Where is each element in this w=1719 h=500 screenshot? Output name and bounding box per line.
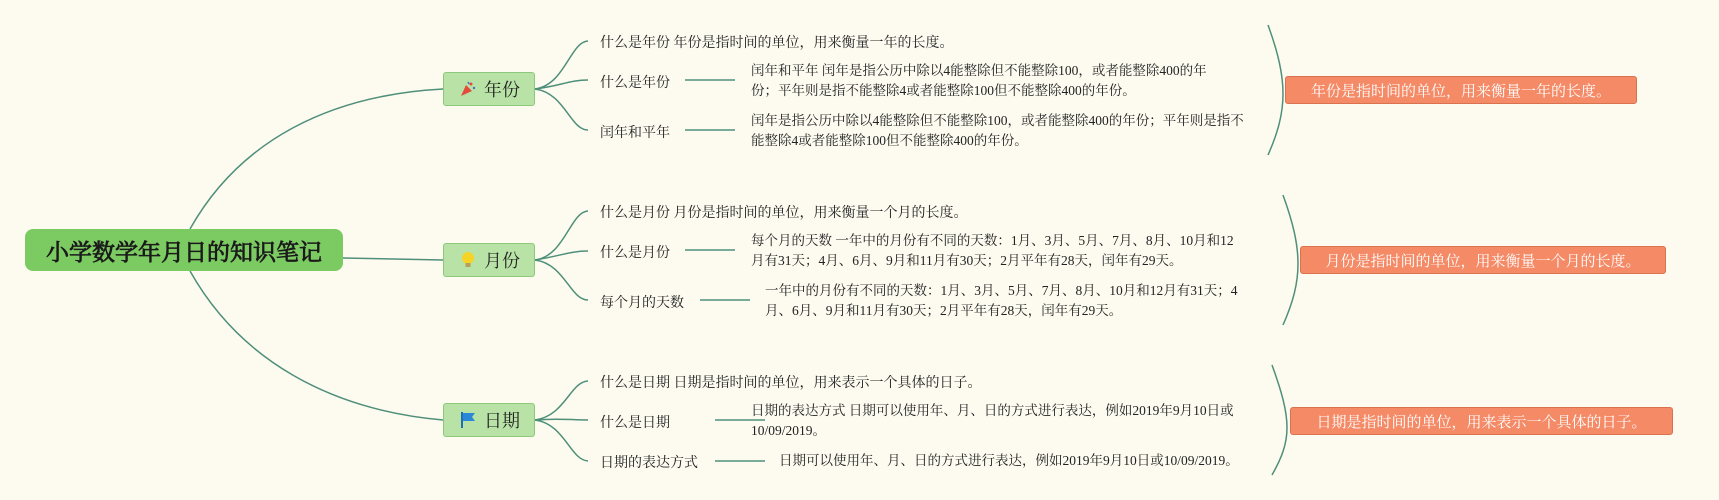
root-topic[interactable]: 小学数学年月日的知识笔记: [25, 229, 343, 271]
topic-date-label: 日期: [484, 411, 520, 432]
topic-month-label: 月份: [484, 251, 520, 272]
year-item-3-detail[interactable]: 闰年是指公历中除以4能整除但不能整除100，或者能整除400的年份；平年则是指不能整除4或者能整除100但不能整除400的年份。: [751, 113, 1244, 148]
date-item-3-detail[interactable]: 日期可以使用年、月、日的方式进行表达，例如2019年9月10日或10/09/2019。: [779, 453, 1239, 468]
root-to-month-line: [343, 258, 443, 260]
month-summary-bracket: [1283, 195, 1298, 325]
topic-date[interactable]: [443, 403, 535, 437]
date-branch-3: [535, 420, 588, 461]
topic-year[interactable]: [443, 72, 535, 106]
date-summary[interactable]: 日期是指时间的单位，用来表示一个具体的日子。: [1290, 407, 1673, 435]
date-branch-2: [535, 419, 588, 420]
year-summary-bracket: [1268, 25, 1283, 155]
year-branch-2: [535, 80, 588, 89]
month-item-3-detail[interactable]: 一年中的月份有不同的天数：1月、3月、5月、7月、8月、10月和12月有31天；4月、6月、9月和11月有30天；2月平年有28天，闰年有29天。: [765, 283, 1238, 318]
lightbulb-icon: [458, 250, 478, 270]
topic-year-label: 年份: [484, 80, 520, 101]
date-item-1[interactable]: 什么是日期 日期是指时间的单位，用来表示一个具体的日子。: [600, 376, 982, 391]
year-item-2[interactable]: 什么是年份: [600, 76, 670, 91]
month-branch-3: [535, 260, 588, 300]
month-item-2[interactable]: 什么是月份: [600, 246, 670, 261]
year-item-1[interactable]: 什么是年份 年份是指时间的单位，用来衡量一年的长度。: [600, 36, 954, 51]
root-to-year-line: [190, 89, 443, 229]
month-item-3[interactable]: 每个月的天数: [600, 296, 684, 311]
date-item-3[interactable]: 日期的表达方式: [600, 456, 698, 471]
date-item-2[interactable]: 什么是日期: [600, 416, 670, 431]
month-branch-1: [535, 211, 588, 260]
root-to-date-line: [190, 271, 443, 420]
month-branch-2: [535, 251, 588, 260]
year-branch-1: [535, 41, 588, 89]
year-item-2-detail[interactable]: 闰年和平年 闰年是指公历中除以4能整除但不能整除100，或者能整除400的年份；平年则是指不能整除4或者能整除100但不能整除400的年份。: [751, 63, 1207, 98]
date-item-2-detail[interactable]: 日期的表达方式 日期可以使用年、月、日的方式进行表达，例如2019年9月10日或10/09/2019。: [751, 403, 1234, 438]
month-item-2-detail[interactable]: 每个月的天数 一年中的月份有不同的天数：1月、3月、5月、7月、8月、10月和12月有31天；4月、6月、9月和11月有30天；2月平年有28天，闰年有29天。: [751, 233, 1234, 268]
date-branch-1: [535, 381, 588, 420]
year-item-3[interactable]: 闰年和平年: [600, 126, 670, 141]
date-summary-bracket: [1272, 365, 1287, 475]
year-branch-3: [535, 89, 588, 130]
year-summary[interactable]: 年份是指时间的单位，用来衡量一年的长度。: [1285, 76, 1637, 104]
month-summary[interactable]: 月份是指时间的单位，用来衡量一个月的长度。: [1300, 246, 1666, 274]
flag-icon: [458, 410, 478, 430]
party-popper-icon: [458, 79, 478, 99]
month-item-1[interactable]: 什么是月份 月份是指时间的单位，用来衡量一个月的长度。: [600, 206, 968, 221]
topic-month[interactable]: [443, 243, 535, 277]
